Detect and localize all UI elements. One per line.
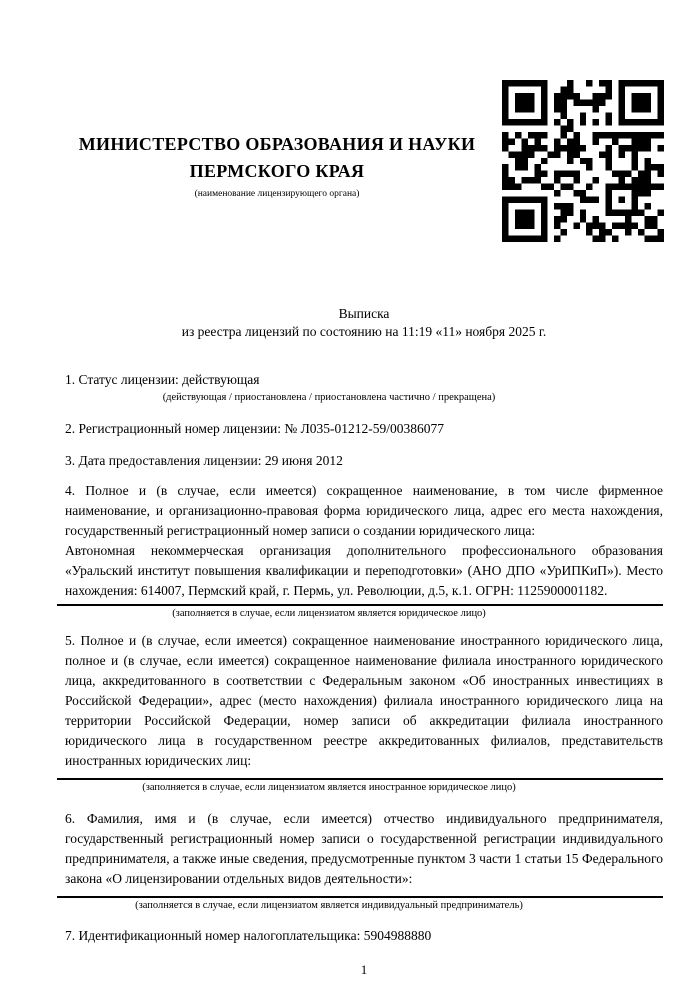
divider-rule-foreign-entity — [57, 778, 663, 780]
item-foreign-entity-caption: (заполняется в случае, если лицензиатом является иностранное юридическое лицо) — [142, 782, 516, 793]
title-line1: Выписка — [338, 306, 390, 321]
page-number: 1 — [360, 962, 368, 977]
document-title — [65, 305, 663, 340]
document-body — [65, 0, 663, 980]
ministry-name-line2: ПЕРМСКОГО КРАЯ — [189, 161, 365, 181]
item-entrepreneur-caption: (заполняется в случае, если лицензиатом является индивидуальный предприниматель) — [135, 900, 523, 911]
title-line2: из реестра лицензий по состоянию на 11:19 «11» ноября 2025 г. — [181, 323, 547, 339]
item-license-status-caption: (действующая / приостановлена / приостановлена частично / прекращена) — [162, 392, 496, 403]
item-legal-entity-caption: (заполняется в случае, если лицензиатом является юридическое лицо) — [172, 608, 486, 619]
ministry-caption: (наименование лицензирующего органа) — [194, 189, 360, 199]
item-foreign-entity-label: 5. Полное и (в случае, если имеется) сокращенное наименование иностранного юридического лица, полное и (в случае, если имеется) сокращенное наименование филиала иностранного юридического лица, аккредитованного в соответствии с Федеральным законом «Об иностранных инвестициях в Российской Федерации», адрес (место нахождения) филиала иностранного юридического лица на территории Российской Федерации, номер записи об аккредитации филиала иностранного юридического лица в государственном реестре аккредитованных филиалов, представительств иностранных юридических лиц: — [65, 633, 663, 768]
item-entrepreneur-label: 6. Фамилия, имя и (в случае, если имеется) отчество индивидуального предпринимателя, государственный регистрационный номер записи о государственной регистрации индивидуального предпринимателя, а также иные сведения, предусмотренные пунктом 3 части 1 статьи 15 Федерального закона «О лицензировании отдельных видов деятельности»: — [65, 811, 663, 886]
item-legal-entity-value: Автономная некоммерческая организация дополнительного профессионального образования «Уральский институт повышения квалификации и переподготовки» (АНО ДПО «УрИПКиП»). Место нахождения: 614007, Пермский край, г. Пермь, ул. Революции, д.5, к.1. ОГРН: 1125900001182. — [65, 543, 663, 598]
ministry-name-line1: МИНИСТЕРСТВО ОБРАЗОВАНИЯ И НАУКИ — [78, 134, 476, 154]
item-taxpayer-id: 7. Идентификационный номер налогоплательщика: 5904988880 — [65, 928, 432, 943]
item-legal-entity-label: 4. Полное и (в случае, если имеется) сокращенное наименование, в том числе фирменное наименование, и организационно-правовая форма юридического лица, адрес его места нахождения, государственный регистрационный номер записи о создании юридического лица: — [65, 483, 663, 538]
divider-rule-entrepreneur — [57, 896, 663, 898]
divider-rule-legal-entity — [57, 604, 663, 606]
item-grant-date: 3. Дата предоставления лицензии: 29 июня 2012 — [65, 453, 343, 468]
item-license-status: 1. Статус лицензии: действующая — [65, 372, 260, 387]
item-registration-number: 2. Регистрационный номер лицензии: № Л035-01212-59/00386077 — [65, 421, 445, 436]
